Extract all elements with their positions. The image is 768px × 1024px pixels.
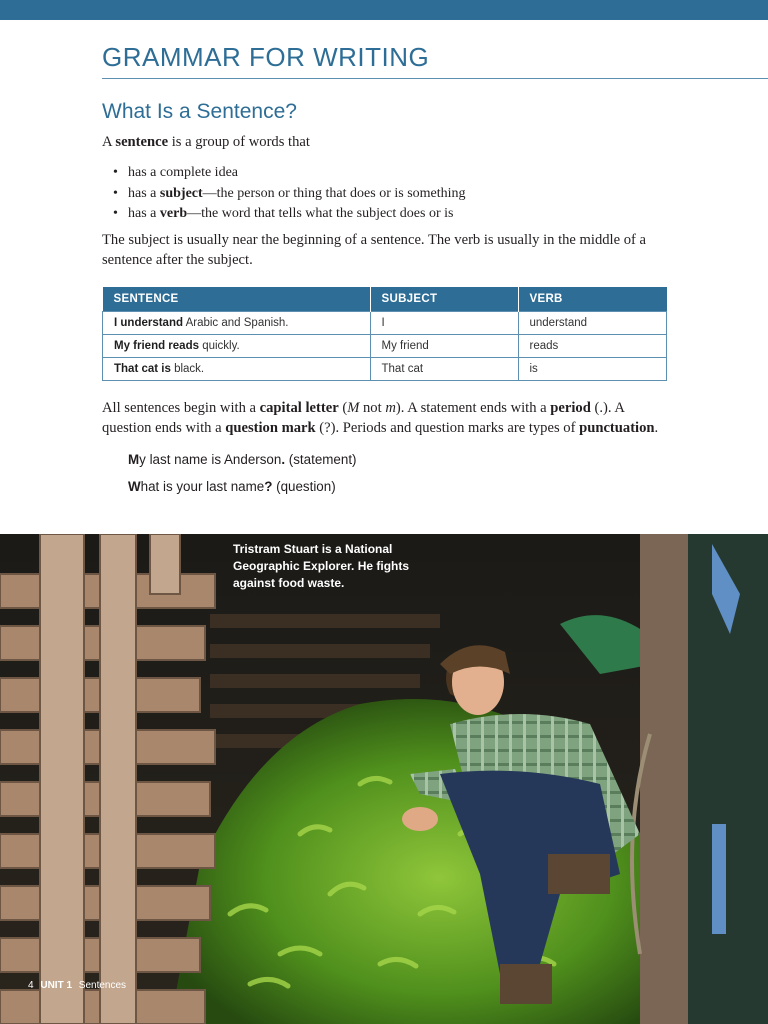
lesson-heading: What Is a Sentence?	[102, 100, 297, 123]
photo-caption: Tristram Stuart is a National Geographic Explorer. He fights against food waste.	[233, 542, 410, 590]
cell-verb: reads	[518, 335, 667, 358]
cell-sentence: I understand Arabic and Spanish.	[103, 312, 371, 335]
page-footer	[28, 980, 126, 991]
cell-sentence: That cat is black.	[103, 358, 371, 381]
cell-sentence: My friend reads quickly.	[103, 335, 371, 358]
term-verb: verb	[159, 206, 188, 221]
header-sentence: SENTENCE	[103, 287, 371, 312]
cell-subject: My friend	[370, 335, 518, 358]
header-subject: SUBJECT	[370, 287, 518, 312]
sentence-table	[102, 287, 667, 381]
punctuation-paragraph: All sentences begin with a capital letter (M not m). A statement ends with a period (.). A question ends with a question mark (?). Periods and question marks are types of punctuation.	[102, 400, 659, 436]
cell-verb: understand	[518, 312, 667, 335]
footer-unit: UNIT 1	[40, 980, 73, 991]
footer-chapter: Sentences	[78, 980, 127, 991]
top-color-bar	[0, 0, 768, 20]
sentence-criteria-list	[112, 163, 466, 225]
table-row	[103, 335, 667, 358]
cell-subject: That cat	[370, 358, 518, 381]
table-row	[103, 358, 667, 381]
explorer-photo	[0, 534, 768, 1024]
example-statement: My last name is Anderson. (statement)	[128, 452, 357, 467]
header-verb: VERB	[518, 287, 667, 312]
title-divider	[102, 78, 768, 79]
list-item: • has a complete idea	[112, 163, 466, 184]
list-item: • has a verb—the word that tells what the subject does or is	[112, 204, 466, 225]
table-row	[103, 312, 667, 335]
term-subject: subject	[159, 185, 203, 201]
list-item: • has a subject—the person or thing that does or is something	[112, 184, 466, 205]
intro-paragraph: A sentence is a group of words that	[102, 134, 310, 150]
cell-subject: I	[370, 312, 518, 335]
section-title: GRAMMAR FOR WRITING	[102, 42, 430, 72]
term-sentence: sentence	[115, 134, 169, 150]
cell-verb: is	[518, 358, 667, 381]
table-header-row	[103, 287, 667, 312]
example-question: What is your last name? (question)	[128, 479, 336, 494]
subject-verb-paragraph: The subject is usually near the beginning of a sentence. The verb is usually in the middle of a sentence after the subject.	[102, 232, 647, 268]
page-number: 4	[28, 980, 34, 991]
